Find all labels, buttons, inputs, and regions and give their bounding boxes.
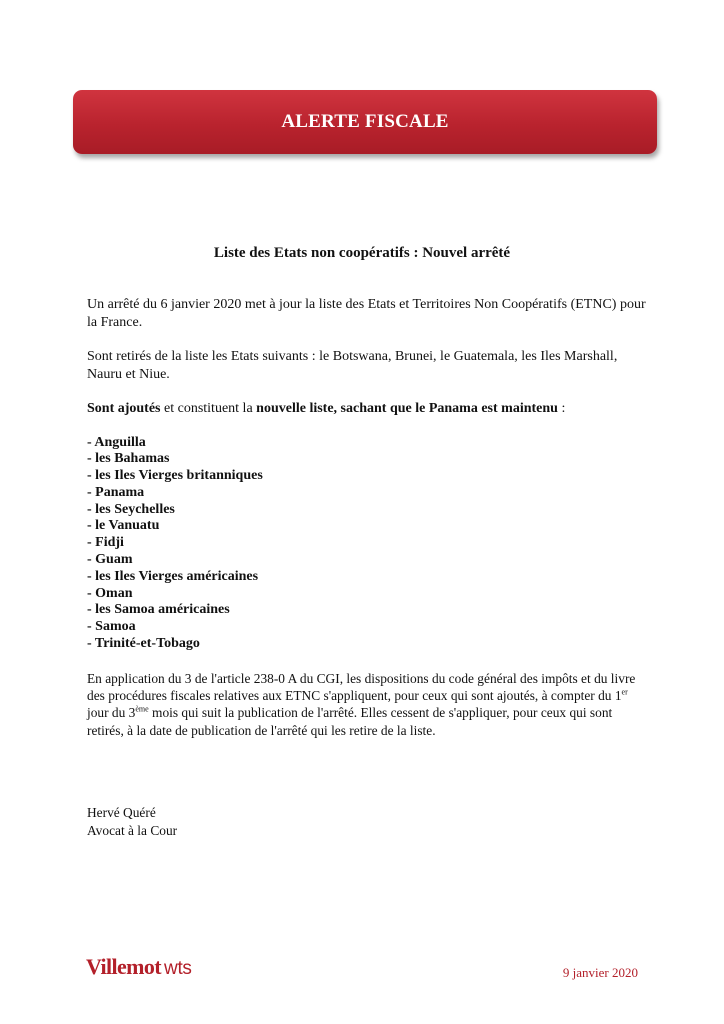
list-item: - Trinité-et-Tobago bbox=[87, 636, 200, 652]
signature-role: Avocat à la Cour bbox=[87, 822, 178, 838]
list-item: - les Seychelles bbox=[87, 501, 175, 517]
added-countries-list bbox=[87, 435, 647, 653]
list-item: - Guam bbox=[87, 552, 133, 568]
document-title: Liste des Etats non coopératifs : Nouvel arrêté bbox=[213, 245, 511, 261]
added-intro-paragraph bbox=[87, 400, 647, 418]
signature-name: Hervé Quéré bbox=[87, 805, 156, 820]
banner-title: ALERTE FISCALE bbox=[281, 111, 449, 132]
application-text-1: En application du 3 de l'article 238-0 A du CGI, les dispositions du code général des impôts et du livre des procédures fiscales relatives aux ETNC s'appliquent, pour ceux qui sont ajoutés, à compter du 1 bbox=[87, 670, 636, 704]
document-body bbox=[87, 296, 647, 756]
superscript-er: er bbox=[621, 687, 628, 697]
application-paragraph bbox=[87, 670, 647, 739]
list-item: - le Vanuatu bbox=[87, 518, 160, 534]
superscript-eme: ème bbox=[135, 704, 149, 714]
list-item: - Anguilla bbox=[87, 434, 146, 450]
signature-block bbox=[87, 804, 177, 839]
intro-paragraph: Un arrêté du 6 janvier 2020 met à jour la liste des Etats et Territoires Non Coopératifs (ETNC) pour la France. bbox=[87, 297, 646, 330]
added-intro-bold-2: nouvelle liste, sachant que le Panama est maintenu bbox=[256, 401, 558, 416]
list-item: - Fidji bbox=[87, 535, 124, 551]
list-item: - Oman bbox=[87, 585, 133, 601]
footer-date: 9 janvier 2020 bbox=[562, 965, 638, 980]
application-text-3: mois qui suit la publication de l'arrêté. Elles cessent de s'appliquer, pour ceux qui sont retirés, à la date de publication de l'arrêté qui les retire de la liste. bbox=[87, 705, 613, 738]
alert-banner bbox=[73, 90, 657, 154]
added-intro-bold-1: Sont ajoutés bbox=[87, 401, 161, 416]
company-logo bbox=[86, 954, 192, 980]
list-item: - les Iles Vierges américaines bbox=[87, 568, 259, 584]
list-item: - les Iles Vierges britanniques bbox=[87, 468, 263, 484]
list-item: - les Bahamas bbox=[87, 451, 170, 467]
logo-sub-text: wts bbox=[164, 958, 192, 979]
list-item: - les Samoa américaines bbox=[87, 602, 230, 618]
removed-paragraph: Sont retirés de la liste les Etats suivants : le Botswana, Brunei, le Guatemala, les Iles Marshall, Nauru et Niue. bbox=[87, 349, 618, 382]
list-item: - Samoa bbox=[87, 619, 136, 635]
logo-main-text: Villemot bbox=[86, 954, 162, 979]
added-intro-text-1: et constituent la bbox=[160, 401, 257, 416]
added-intro-text-2: : bbox=[557, 401, 566, 416]
list-item: - Panama bbox=[87, 484, 145, 500]
application-text-2: jour du 3 bbox=[87, 705, 136, 721]
